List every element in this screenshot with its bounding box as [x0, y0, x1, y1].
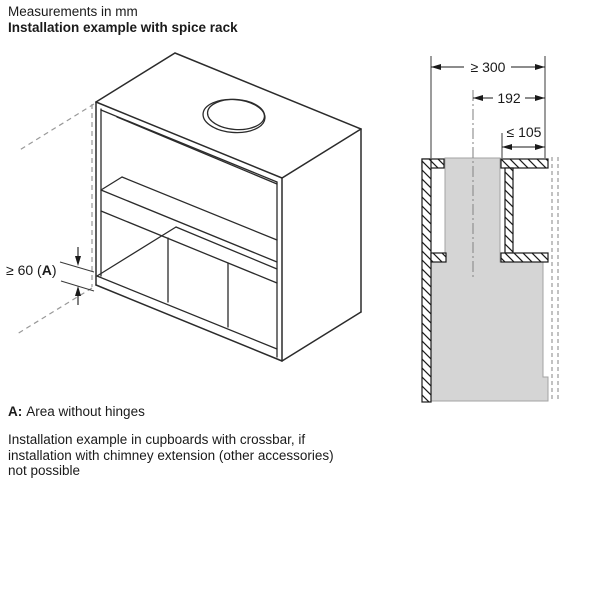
dimension-width-300 — [431, 58, 545, 75]
dim-105-label: ≤ 105 — [506, 124, 542, 140]
left-bottom-panel — [431, 253, 446, 262]
dim-192-label: 192 — [497, 90, 521, 106]
right-side-wall — [505, 168, 513, 253]
dim-300-label: ≥ 300 — [470, 59, 506, 75]
legend-text: Area without hinges — [26, 404, 145, 419]
projection-dashed-lines — [17, 104, 94, 334]
appliance-silhouette — [431, 158, 548, 401]
dimension-right-105 — [502, 124, 545, 150]
note-line: Installation example in cupboards with crossbar, if — [8, 432, 306, 447]
right-top-panel — [501, 159, 548, 168]
measurements-note: Measurements in mm — [8, 4, 138, 19]
left-side-wall — [422, 159, 431, 402]
legend-key: A: — [8, 404, 23, 419]
section-drawing — [422, 56, 558, 402]
legend — [8, 404, 145, 419]
installation-note — [8, 432, 334, 479]
hinge-dimension-label: ≥ 60 (A) — [6, 262, 57, 278]
note-line: installation with chimney extension (other accessories) — [8, 447, 334, 463]
right-bottom-panel — [501, 253, 548, 262]
crossbar — [101, 177, 277, 283]
chimney-hole — [202, 97, 266, 134]
lower-compartment — [97, 227, 277, 349]
wall-dashed-lines — [552, 157, 558, 401]
dimension-center-192 — [473, 89, 545, 106]
isometric-cabinet-drawing — [6, 53, 361, 361]
note-line: not possible — [8, 463, 81, 478]
hinge-area-dimension — [6, 247, 94, 305]
page-title: Installation example with spice rack — [8, 19, 238, 35]
